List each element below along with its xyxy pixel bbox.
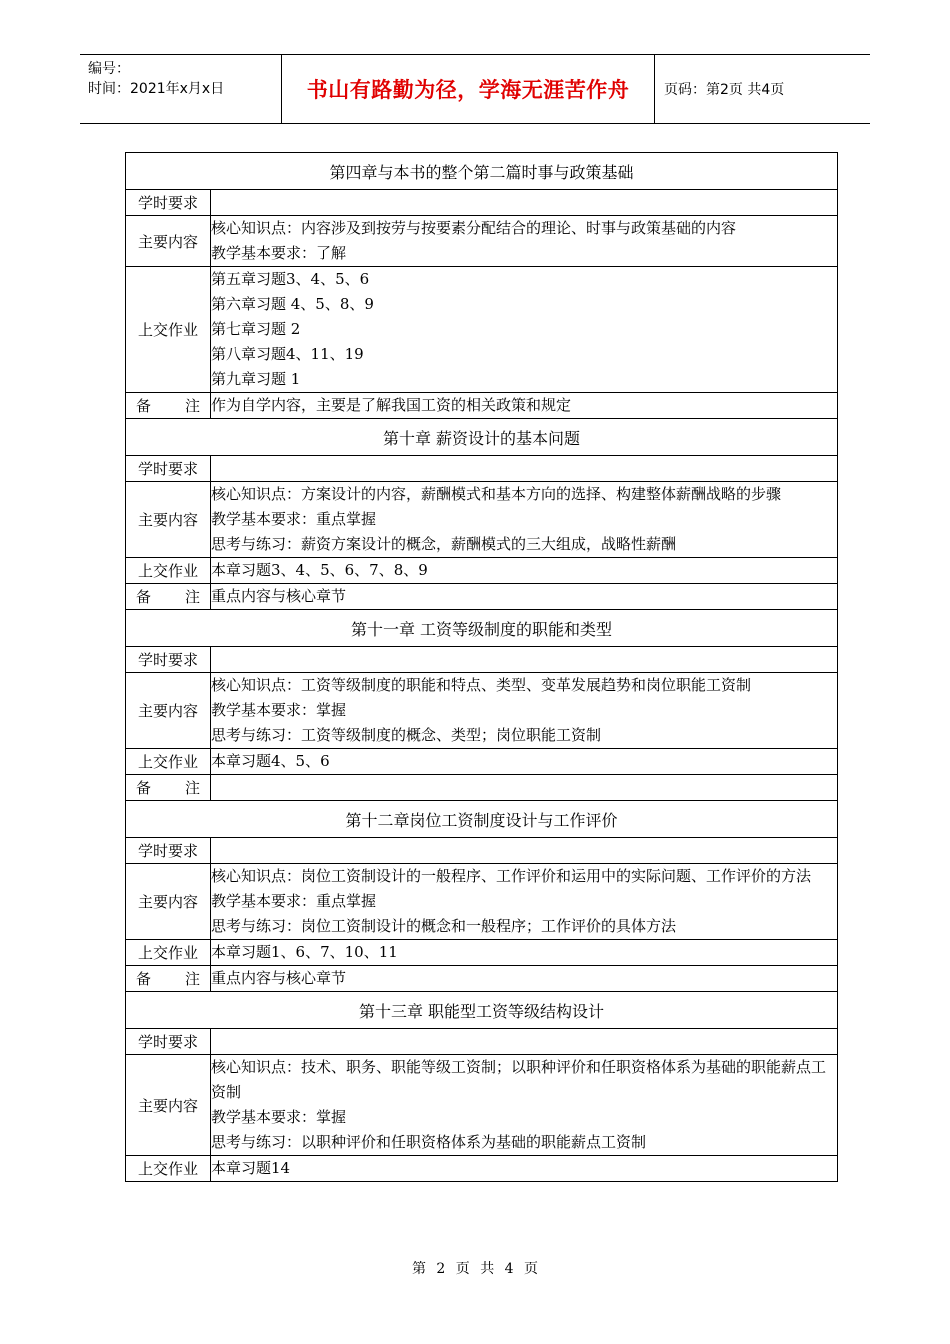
remarks-value: 作为自学内容，主要是了解我国工资的相关政策和规定 — [211, 393, 838, 419]
homework-label: 上交作业 — [126, 940, 211, 966]
hours-row — [126, 456, 838, 482]
hours-label: 学时要求 — [126, 647, 211, 673]
homework-line: 本章习题1、6、7、10、11 — [211, 943, 398, 961]
chapter-title: 第十一章 工资等级制度的职能和类型 — [126, 610, 838, 647]
content-value — [211, 1055, 838, 1156]
homework-line: 第九章习题 1 — [211, 370, 301, 388]
homework-label: 上交作业 — [126, 749, 211, 775]
header-time-label: 时间：2021年x月x日 — [88, 81, 225, 97]
hours-value — [211, 647, 838, 673]
content-line: 思考与练习：岗位工资制设计的概念和一般程序；工作评价的具体方法 — [211, 917, 677, 935]
content-row — [126, 216, 838, 267]
content-line: 核心知识点：工资等级制度的职能和特点、类型、变革发展趋势和岗位职能工资制 — [211, 676, 752, 694]
homework-row — [126, 1156, 838, 1182]
homework-value — [211, 940, 838, 966]
hours-value — [211, 1029, 838, 1055]
homework-line: 本章习题14 — [211, 1159, 291, 1177]
chapter-title-row — [126, 419, 838, 456]
homework-label: 上交作业 — [126, 267, 211, 393]
homework-value — [211, 558, 838, 584]
hours-label: 学时要求 — [126, 190, 211, 216]
content-line: 教学基本要求：重点掌握 — [211, 510, 377, 528]
remarks-label: 备 注 — [126, 584, 211, 610]
content-line: 教学基本要求：掌握 — [211, 701, 347, 719]
remarks-value — [211, 775, 838, 801]
homework-line: 本章习题4、5、6 — [211, 752, 330, 770]
chapter-title-row — [126, 153, 838, 190]
chapter-title-row — [126, 801, 838, 838]
homework-line: 第七章习题 2 — [211, 320, 301, 338]
content-line: 思考与练习：以职种评价和任职资格体系为基础的职能薪点工资制 — [211, 1133, 647, 1151]
content-label: 主要内容 — [126, 864, 211, 940]
remarks-row — [126, 584, 838, 610]
homework-label: 上交作业 — [126, 558, 211, 584]
content-line: 思考与练习：薪资方案设计的概念，薪酬模式的三大组成，战略性薪酬 — [211, 535, 677, 553]
hours-label: 学时要求 — [126, 456, 211, 482]
hours-row — [126, 647, 838, 673]
header-meta — [88, 59, 284, 99]
content-line: 核心知识点：方案设计的内容，薪酬模式和基本方向的选择、构建整体薪酬战略的步骤 — [211, 485, 782, 503]
hours-value — [211, 456, 838, 482]
homework-label: 上交作业 — [126, 1156, 211, 1182]
homework-row — [126, 267, 838, 393]
remarks-row — [126, 966, 838, 992]
content-line: 核心知识点：内容涉及到按劳与按要素分配结合的理论、时事与政策基础的内容 — [211, 219, 737, 237]
header-number-label: 编号： — [88, 61, 130, 77]
content-value — [211, 216, 838, 267]
content-label: 主要内容 — [126, 1055, 211, 1156]
content-row — [126, 1055, 838, 1156]
hours-value — [211, 190, 838, 216]
homework-row — [126, 749, 838, 775]
remarks-label: 备 注 — [126, 775, 211, 801]
content-value — [211, 482, 838, 558]
remarks-label: 备 注 — [126, 966, 211, 992]
content-row — [126, 864, 838, 940]
chapter-title: 第四章与本书的整个第二篇时事与政策基础 — [126, 153, 838, 190]
homework-value — [211, 749, 838, 775]
content-value — [211, 673, 838, 749]
homework-line: 第六章习题 4、5、8、9 — [211, 295, 374, 313]
hours-row — [126, 1029, 838, 1055]
homework-row — [126, 558, 838, 584]
remarks-value: 重点内容与核心章节 — [211, 584, 838, 610]
syllabus-table — [125, 152, 838, 1182]
content-line: 核心知识点：技术、职务、职能等级工资制；以职种评价和任职资格体系为基础的职能薪点工资制 — [211, 1058, 827, 1101]
homework-value — [211, 1156, 838, 1182]
content-row — [126, 482, 838, 558]
page-footer: 第 2 页 共 4 页 — [411, 1261, 539, 1277]
header-page-info: 页码：第2页 共4页 — [664, 82, 785, 98]
content-label: 主要内容 — [126, 482, 211, 558]
chapter-title-row — [126, 992, 838, 1029]
homework-row — [126, 940, 838, 966]
remarks-row — [126, 775, 838, 801]
content-value — [211, 864, 838, 940]
content-row — [126, 673, 838, 749]
hours-row — [126, 190, 838, 216]
homework-value — [211, 267, 838, 393]
hours-label: 学时要求 — [126, 838, 211, 864]
remarks-row — [126, 393, 838, 419]
content-line: 思考与练习：工资等级制度的概念、类型；岗位职能工资制 — [211, 726, 602, 744]
chapter-title: 第十二章岗位工资制度设计与工作评价 — [126, 801, 838, 838]
homework-line: 第八章习题4、11、19 — [211, 345, 364, 363]
remarks-value: 重点内容与核心章节 — [211, 966, 838, 992]
content-line: 教学基本要求：掌握 — [211, 1108, 347, 1126]
content-line: 核心知识点：岗位工资制设计的一般程序、工作评价和运用中的实际问题、工作评价的方法 — [211, 867, 812, 885]
page-header — [80, 54, 870, 124]
content-line: 教学基本要求：重点掌握 — [211, 892, 377, 910]
homework-line: 本章习题3、4、5、6、7、8、9 — [211, 561, 428, 579]
header-motto: 书山有路勤为径，学海无涯苦作舟 — [281, 55, 655, 123]
hours-value — [211, 838, 838, 864]
content-label: 主要内容 — [126, 673, 211, 749]
chapter-title: 第十三章 职能型工资等级结构设计 — [126, 992, 838, 1029]
content-label: 主要内容 — [126, 216, 211, 267]
hours-row — [126, 838, 838, 864]
chapter-title: 第十章 薪资设计的基本问题 — [126, 419, 838, 456]
chapter-title-row — [126, 610, 838, 647]
remarks-label: 备 注 — [126, 393, 211, 419]
hours-label: 学时要求 — [126, 1029, 211, 1055]
content-line: 教学基本要求：了解 — [211, 244, 347, 262]
homework-line: 第五章习题3、4、5、6 — [211, 270, 370, 288]
